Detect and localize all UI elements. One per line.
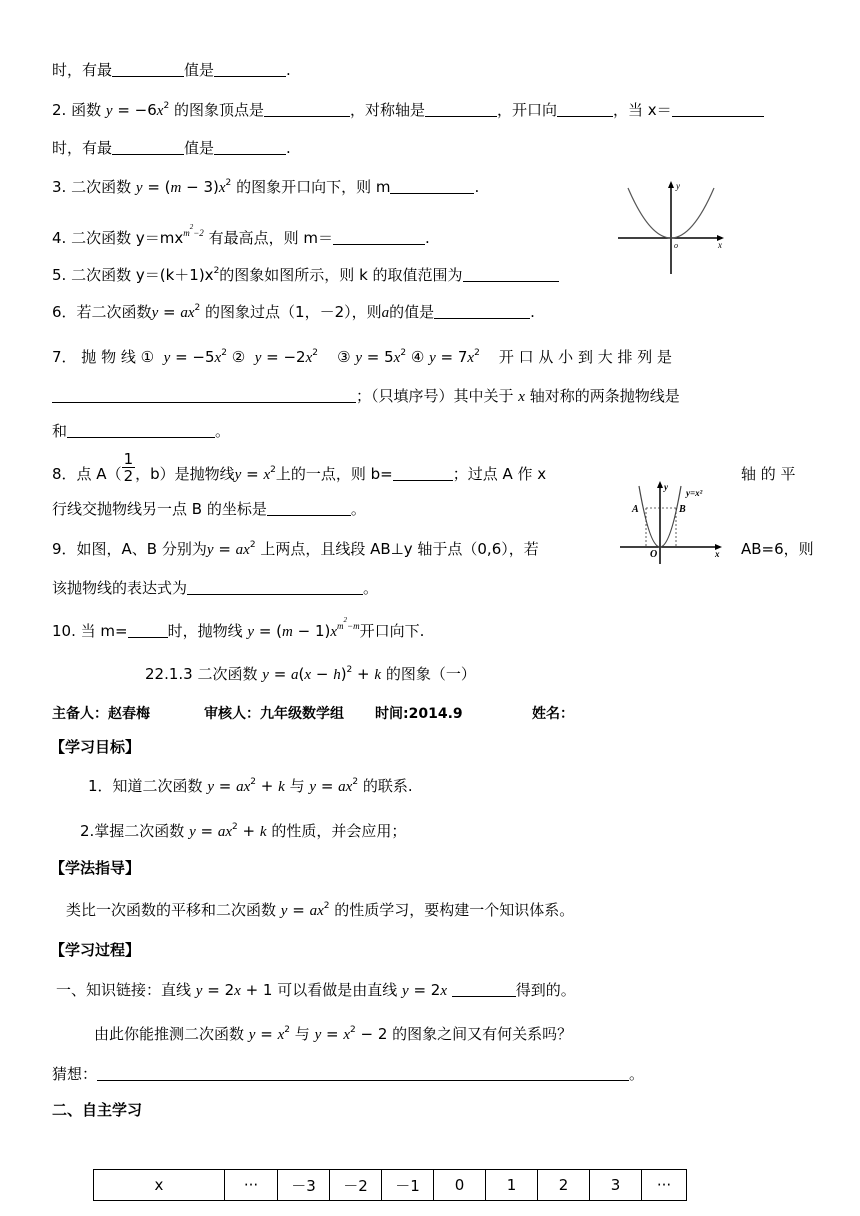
process-1: 一、知识链接：直线 y = 2x + 1 可以看做是由直线 y = 2x 得到的。: [56, 981, 576, 999]
meta-name: 姓名：: [532, 706, 574, 722]
table-cell: 1: [486, 1170, 538, 1201]
guess-blank[interactable]: [97, 1065, 629, 1081]
question-8-line-2: 行线交抛物线另一点 B 的坐标是 。: [52, 500, 366, 518]
x-axis-label: x: [718, 240, 722, 250]
parabola-figure-2: [616, 478, 728, 566]
question-7-line-2: ；（只填序号）其中关于 x 轴对称的两条抛物线是: [52, 386, 680, 407]
blank[interactable]: [393, 465, 453, 481]
question-6: 6．若二次函数$y = ax^2$ 的图象过点（1，－2），则a的值是 .: [52, 303, 535, 321]
table-cell: －3: [278, 1170, 330, 1201]
question-10: 10. 当 m= 时，抛物线 $y = (m - 1)x^{m^2-m}$开口向下.: [52, 616, 425, 640]
process-2: 由此你能推测二次函数 $y = x^2$ 与 $y = x^2 - 2$ 的图象之间又有何关系吗？: [94, 1025, 573, 1043]
blank[interactable]: [672, 101, 764, 117]
meta-reviewer: 审核人：九年级数学组: [204, 706, 344, 722]
table-cell: ···: [642, 1170, 687, 1201]
blank[interactable]: [264, 101, 350, 117]
question-7: 7． 抛 物 线 ① $y = -5x^2$ ② $y = -2x^2$ ③ $y = 5x^2$ ④ $y = 7x^2$ 开 口 从 小 到 大 排 列 是: [52, 348, 673, 366]
question-9: 9．如图，A、B 分别为$y = ax^2$ 上两点，且线段 AB⊥y 轴于点（0,6），若: [52, 540, 539, 558]
question-2-tail: 时，有最 值是 .: [52, 139, 291, 157]
x-axis-label: x: [715, 549, 720, 559]
question-3: 3. 二次函数 $y = (m - 3)x^2$ 的图象开口向下，则 m .: [52, 178, 480, 196]
self-study-heading: 二、自主学习: [52, 1101, 143, 1119]
method-text: 类比一次函数的平移和二次函数 $y = ax^2$ 的性质学习，要构建一个知识体系。: [66, 901, 575, 919]
table-cell: －1: [382, 1170, 434, 1201]
blank[interactable]: [434, 303, 530, 319]
table-row: [94, 1170, 687, 1201]
question-8: 8．点 A（ $\frac{1}{2}$ ，b）是抛物线$y = x^2$上的一点，则 b= ；过点 A 作 x: [52, 450, 547, 485]
table-cell: ···: [225, 1170, 278, 1201]
blank[interactable]: [333, 229, 425, 245]
question-9-right: AB=6，则: [741, 540, 814, 558]
table-cell: 3: [590, 1170, 642, 1201]
section-title: 22.1.3 二次函数 $y = a(x - h)^2 + k$ 的图象（一）: [145, 665, 476, 683]
meta-preparer: 主备人：赵春梅: [52, 706, 150, 722]
parabola-figure-1: [614, 178, 726, 278]
blank[interactable]: [452, 981, 516, 997]
question-2: 2. 函数 $y = -6x^2$ 的图象顶点是 ，对称轴是 ，开口向 ，当 x＝: [52, 100, 764, 121]
blank[interactable]: [214, 61, 286, 77]
method-heading: 【学法指导】: [50, 859, 141, 877]
blank[interactable]: [52, 387, 356, 403]
origin-label: O: [650, 549, 658, 560]
curve-label: y=x²: [686, 488, 703, 498]
values-table: [93, 1169, 687, 1201]
table-cell: 0: [434, 1170, 486, 1201]
goal-1: 1．知道二次函数 $y = ax^2 + k$ 与 $y = ax^2$ 的联系.: [88, 777, 413, 795]
question-7-line-3: 和 。: [52, 422, 231, 440]
q1-tail: 时，有最 值是 .: [52, 61, 291, 79]
y-axis-label: y: [664, 482, 668, 492]
blank[interactable]: [67, 422, 215, 438]
y-axis-label: y: [676, 181, 680, 191]
blank[interactable]: [112, 139, 184, 155]
blank[interactable]: [112, 61, 184, 77]
blank[interactable]: [187, 579, 363, 595]
point-a-label: A: [632, 504, 639, 515]
blank[interactable]: [214, 139, 286, 155]
blank[interactable]: [267, 500, 351, 516]
question-5: 5. 二次函数 $y=(k+1)x^2$的图象如图所示，则 k 的取值范围为: [52, 265, 559, 285]
question-4: 4. 二次函数 $y=mx^{m^2-2}$ 有最高点，则 m＝ .: [52, 223, 430, 247]
question-9-line-2: 该抛物线的表达式为 。: [52, 579, 379, 597]
question-8-right: 轴 的 平: [741, 465, 796, 483]
point-b-label: B: [679, 504, 686, 515]
blank[interactable]: [425, 101, 497, 117]
blank[interactable]: [463, 266, 559, 282]
table-cell: －2: [330, 1170, 382, 1201]
guess-line: 猜想： 。: [52, 1065, 645, 1083]
meta-time: 时间:2014.9: [375, 706, 463, 722]
goals-heading: 【学习目标】: [50, 738, 141, 756]
table-cell: x: [94, 1170, 225, 1201]
goal-2: 2.掌握二次函数 $y = ax^2 + k$ 的性质，并会应用；: [80, 822, 407, 840]
origin-label: o: [674, 241, 678, 250]
process-heading: 【学习过程】: [50, 941, 141, 959]
table-cell: 2: [538, 1170, 590, 1201]
blank[interactable]: [128, 622, 168, 638]
blank[interactable]: [557, 101, 613, 117]
blank[interactable]: [390, 178, 474, 194]
